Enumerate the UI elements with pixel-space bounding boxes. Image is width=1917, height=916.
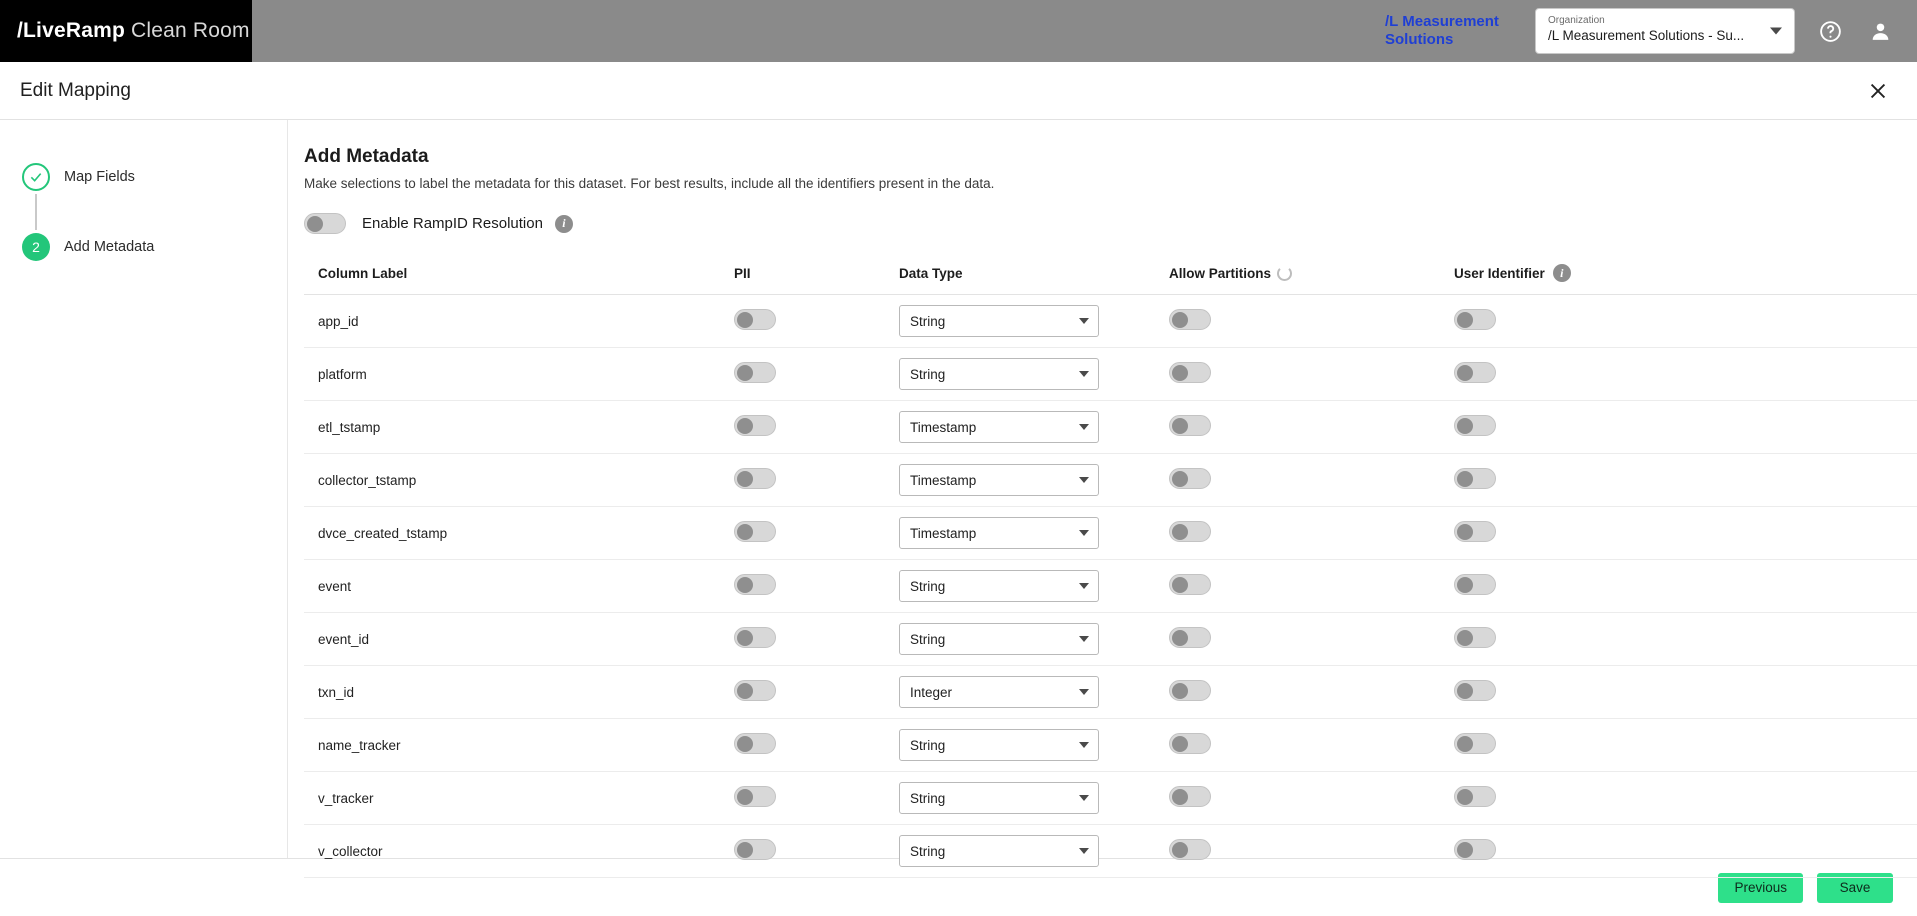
cell-user-identifier xyxy=(1454,613,1917,666)
user-identifier-toggle[interactable] xyxy=(1454,786,1496,807)
step-number-badge: 2 xyxy=(22,233,50,261)
toggle-knob xyxy=(737,577,753,593)
enable-rampid-row xyxy=(304,213,1917,234)
table-row xyxy=(304,295,1917,348)
toggle-knob xyxy=(737,789,753,805)
check-icon xyxy=(22,163,50,191)
toggle-knob xyxy=(1457,524,1473,540)
cell-allow-partitions xyxy=(1169,719,1454,772)
cell-data-type xyxy=(899,613,1169,666)
toggle-knob xyxy=(1457,365,1473,381)
table-header-row xyxy=(304,254,1917,295)
table-row xyxy=(304,825,1917,878)
user-identifier-toggle[interactable] xyxy=(1454,733,1496,754)
cell-allow-partitions xyxy=(1169,401,1454,454)
user-identifier-toggle[interactable] xyxy=(1454,362,1496,383)
data-type-value: Integer xyxy=(910,684,953,700)
close-icon[interactable] xyxy=(1861,74,1895,108)
cell-pii xyxy=(734,825,899,878)
cell-data-type xyxy=(899,507,1169,560)
help-circle-icon[interactable] xyxy=(1815,16,1845,46)
chevron-down-icon xyxy=(1079,424,1089,430)
cell-column-label: txn_id xyxy=(304,666,734,719)
dialog-header xyxy=(0,62,1917,120)
cell-user-identifier xyxy=(1454,401,1917,454)
toggle-knob xyxy=(1172,524,1188,540)
metadata-panel xyxy=(288,120,1917,858)
cell-user-identifier xyxy=(1454,295,1917,348)
pii-toggle[interactable] xyxy=(734,468,776,489)
wizard-stepper xyxy=(0,120,288,858)
data-type-value: String xyxy=(910,366,946,382)
toggle-knob xyxy=(1457,842,1473,858)
chevron-down-icon xyxy=(1079,318,1089,324)
allow-partitions-toggle[interactable] xyxy=(1169,627,1211,648)
cell-pii xyxy=(734,613,899,666)
toggle-knob xyxy=(1457,683,1473,699)
cell-column-label: etl_tstamp xyxy=(304,401,734,454)
organization-value: /L Measurement Solutions - Su... xyxy=(1548,28,1745,43)
chevron-down-icon xyxy=(1079,477,1089,483)
allow-partitions-toggle[interactable] xyxy=(1169,468,1211,489)
appbar-right-cluster xyxy=(1385,8,1917,54)
user-identifier-toggle[interactable] xyxy=(1454,468,1496,489)
cell-allow-partitions xyxy=(1169,825,1454,878)
cell-pii xyxy=(734,454,899,507)
header-allow-partitions-label: Allow Partitions xyxy=(1169,265,1272,281)
cell-allow-partitions xyxy=(1169,295,1454,348)
allow-partitions-toggle[interactable] xyxy=(1169,362,1211,383)
metadata-table-body xyxy=(304,295,1917,878)
cell-data-type xyxy=(899,666,1169,719)
pii-toggle[interactable] xyxy=(734,521,776,542)
toggle-knob xyxy=(737,471,753,487)
data-type-value: String xyxy=(910,843,946,859)
cell-pii xyxy=(734,772,899,825)
toggle-knob xyxy=(737,630,753,646)
cell-pii xyxy=(734,719,899,772)
top-app-bar xyxy=(0,0,1917,62)
data-type-value: String xyxy=(910,737,946,753)
chevron-down-icon xyxy=(1079,530,1089,536)
toggle-knob xyxy=(1457,471,1473,487)
cell-user-identifier xyxy=(1454,454,1917,507)
cell-pii xyxy=(734,507,899,560)
pii-toggle[interactable] xyxy=(734,309,776,330)
data-type-select[interactable] xyxy=(899,358,1099,390)
header-column-label: Column Label xyxy=(304,254,734,295)
enable-rampid-label: Enable RampID Resolution xyxy=(362,215,543,232)
step-map-fields-label: Map Fields xyxy=(64,169,135,185)
table-row xyxy=(304,401,1917,454)
cell-column-label: dvce_created_tstamp xyxy=(304,507,734,560)
pii-toggle[interactable] xyxy=(734,415,776,436)
toggle-knob xyxy=(1172,736,1188,752)
data-type-select[interactable] xyxy=(899,782,1099,814)
cell-allow-partitions xyxy=(1169,772,1454,825)
cell-column-label: app_id xyxy=(304,295,734,348)
data-type-value: String xyxy=(910,790,946,806)
cell-pii xyxy=(734,401,899,454)
organization-select[interactable] xyxy=(1535,8,1795,54)
chevron-down-icon xyxy=(1079,848,1089,854)
cell-column-label: event xyxy=(304,560,734,613)
pii-toggle[interactable] xyxy=(734,680,776,701)
data-type-select[interactable] xyxy=(899,464,1099,496)
cell-data-type xyxy=(899,348,1169,401)
toggle-knob xyxy=(1172,365,1188,381)
previous-button[interactable]: Previous xyxy=(1718,873,1803,903)
toggle-knob xyxy=(737,418,753,434)
user-identifier-toggle[interactable] xyxy=(1454,309,1496,330)
dialog-body xyxy=(0,120,1917,858)
toggle-knob xyxy=(1172,312,1188,328)
metadata-table xyxy=(304,254,1917,878)
header-user-identifier xyxy=(1454,254,1917,295)
table-row xyxy=(304,666,1917,719)
toggle-knob xyxy=(737,736,753,752)
user-icon[interactable] xyxy=(1865,16,1895,46)
data-type-select[interactable] xyxy=(899,570,1099,602)
toggle-knob xyxy=(307,216,323,232)
cell-allow-partitions xyxy=(1169,454,1454,507)
brand-name: /LiveRamp xyxy=(17,19,125,42)
data-type-select[interactable] xyxy=(899,729,1099,761)
user-identifier-toggle[interactable] xyxy=(1454,521,1496,542)
allow-partitions-toggle[interactable] xyxy=(1169,521,1211,542)
cell-data-type xyxy=(899,825,1169,878)
pii-toggle[interactable] xyxy=(734,786,776,807)
pii-toggle[interactable] xyxy=(734,362,776,383)
user-identifier-toggle[interactable] xyxy=(1454,574,1496,595)
header-data-type: Data Type xyxy=(899,254,1169,295)
toggle-knob xyxy=(1172,789,1188,805)
data-type-value: Timestamp xyxy=(910,472,977,488)
table-row xyxy=(304,560,1917,613)
toggle-knob xyxy=(1457,789,1473,805)
toggle-knob xyxy=(737,524,753,540)
allow-partitions-toggle[interactable] xyxy=(1169,786,1211,807)
header-allow-partitions xyxy=(1169,254,1454,295)
pii-toggle[interactable] xyxy=(734,839,776,860)
chevron-down-icon xyxy=(1079,371,1089,377)
cell-user-identifier xyxy=(1454,825,1917,878)
toggle-knob xyxy=(1457,418,1473,434)
table-row xyxy=(304,348,1917,401)
allow-partitions-toggle[interactable] xyxy=(1169,839,1211,860)
cell-allow-partitions xyxy=(1169,666,1454,719)
chevron-down-icon xyxy=(1079,636,1089,642)
allow-partitions-toggle[interactable] xyxy=(1169,680,1211,701)
toggle-knob xyxy=(1172,418,1188,434)
brand-product: Clean Room xyxy=(131,19,250,42)
toggle-knob xyxy=(737,365,753,381)
data-type-value: String xyxy=(910,313,946,329)
toggle-knob xyxy=(1172,471,1188,487)
table-row xyxy=(304,507,1917,560)
toggle-knob xyxy=(1172,630,1188,646)
user-identifier-toggle[interactable] xyxy=(1454,839,1496,860)
step-add-metadata[interactable] xyxy=(22,230,287,264)
chevron-down-icon xyxy=(1079,742,1089,748)
cell-pii xyxy=(734,348,899,401)
cell-column-label: platform xyxy=(304,348,734,401)
cell-user-identifier xyxy=(1454,348,1917,401)
chevron-down-icon xyxy=(1770,28,1782,35)
step-connector xyxy=(35,194,37,230)
header-pii: PII xyxy=(734,254,899,295)
cell-data-type xyxy=(899,401,1169,454)
table-row xyxy=(304,454,1917,507)
measurement-solutions-label[interactable]: /L Measurement Solutions xyxy=(1385,13,1499,48)
toggle-knob xyxy=(1172,577,1188,593)
cell-data-type xyxy=(899,454,1169,507)
allow-partitions-toggle[interactable] xyxy=(1169,415,1211,436)
metadata-table-head xyxy=(304,254,1917,295)
cell-user-identifier xyxy=(1454,719,1917,772)
cell-data-type xyxy=(899,560,1169,613)
data-type-select[interactable] xyxy=(899,517,1099,549)
step-add-metadata-label: Add Metadata xyxy=(64,239,155,255)
pii-toggle[interactable] xyxy=(734,627,776,648)
toggle-knob xyxy=(1172,683,1188,699)
allow-partitions-toggle[interactable] xyxy=(1169,309,1211,330)
toggle-knob xyxy=(1457,577,1473,593)
cell-user-identifier xyxy=(1454,507,1917,560)
data-type-value: String xyxy=(910,578,946,594)
data-type-select[interactable] xyxy=(899,835,1099,867)
data-type-select[interactable] xyxy=(899,623,1099,655)
info-icon[interactable]: i xyxy=(1553,264,1571,282)
allow-partitions-toggle[interactable] xyxy=(1169,733,1211,754)
cell-user-identifier xyxy=(1454,666,1917,719)
data-type-select[interactable] xyxy=(899,411,1099,443)
cell-user-identifier xyxy=(1454,772,1917,825)
cell-pii xyxy=(734,560,899,613)
cell-column-label: v_tracker xyxy=(304,772,734,825)
info-icon[interactable]: i xyxy=(555,215,573,233)
brand-logo[interactable] xyxy=(0,0,252,62)
toggle-knob xyxy=(1172,842,1188,858)
chevron-down-icon xyxy=(1079,583,1089,589)
spinner-icon xyxy=(1277,266,1292,281)
cell-pii xyxy=(734,295,899,348)
page-title: Edit Mapping xyxy=(20,79,131,101)
cell-allow-partitions xyxy=(1169,348,1454,401)
toggle-knob xyxy=(737,683,753,699)
chevron-down-icon xyxy=(1079,795,1089,801)
cell-data-type xyxy=(899,295,1169,348)
save-button[interactable]: Save xyxy=(1817,873,1893,903)
cell-allow-partitions xyxy=(1169,507,1454,560)
toggle-knob xyxy=(737,842,753,858)
section-subtitle: Make selections to label the metadata for this dataset. For best results, include all the identifiers present in the data. xyxy=(304,176,995,191)
enable-rampid-toggle[interactable] xyxy=(304,213,346,234)
cell-data-type xyxy=(899,772,1169,825)
organization-caption: Organization xyxy=(1548,15,1605,26)
pii-toggle[interactable] xyxy=(734,733,776,754)
user-identifier-toggle[interactable] xyxy=(1454,680,1496,701)
step-map-fields[interactable] xyxy=(22,160,287,194)
cell-allow-partitions xyxy=(1169,613,1454,666)
cell-column-label: event_id xyxy=(304,613,734,666)
data-type-value: String xyxy=(910,631,946,647)
data-type-select[interactable] xyxy=(899,676,1099,708)
table-row xyxy=(304,719,1917,772)
data-type-select[interactable] xyxy=(899,305,1099,337)
data-type-value: Timestamp xyxy=(910,525,977,541)
toggle-knob xyxy=(737,312,753,328)
header-user-identifier-label: User Identifier xyxy=(1454,265,1545,281)
cell-user-identifier xyxy=(1454,560,1917,613)
cell-column-label: collector_tstamp xyxy=(304,454,734,507)
section-title: Add Metadata xyxy=(304,146,429,167)
cell-allow-partitions xyxy=(1169,560,1454,613)
user-identifier-toggle[interactable] xyxy=(1454,415,1496,436)
pii-toggle[interactable] xyxy=(734,574,776,595)
toggle-knob xyxy=(1457,630,1473,646)
table-row xyxy=(304,772,1917,825)
allow-partitions-toggle[interactable] xyxy=(1169,574,1211,595)
cell-data-type xyxy=(899,719,1169,772)
data-type-value: Timestamp xyxy=(910,419,977,435)
cell-pii xyxy=(734,666,899,719)
cell-column-label: v_collector xyxy=(304,825,734,878)
cell-column-label: name_tracker xyxy=(304,719,734,772)
toggle-knob xyxy=(1457,736,1473,752)
chevron-down-icon xyxy=(1079,689,1089,695)
table-row xyxy=(304,613,1917,666)
user-identifier-toggle[interactable] xyxy=(1454,627,1496,648)
toggle-knob xyxy=(1457,312,1473,328)
